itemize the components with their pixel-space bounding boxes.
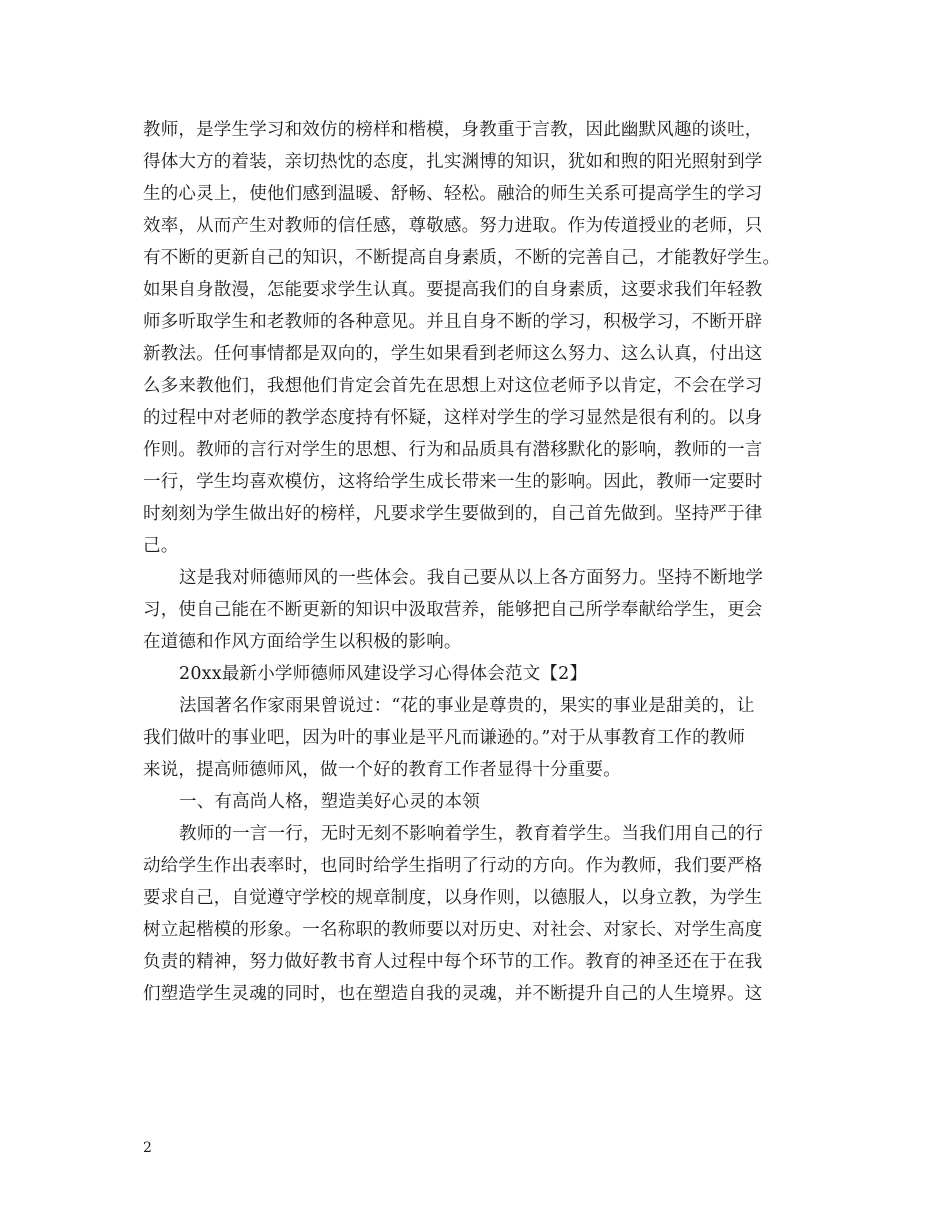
text-line: 们塑造学生灵魂的同时，也在塑造自我的灵魂，并不断提升自己的人生境界。这 (143, 984, 763, 1004)
text-line: 树立起楷模的形象。一名称职的教师要以对历史、对社会、对家长、对学生高度 (143, 920, 763, 940)
text-line: 新教法。任何事情都是双向的，学生如果看到老师这么努力、这么认真，付出这 (143, 344, 763, 364)
text-line: 己。 (143, 536, 179, 556)
text-line: 习，使自己能在不断更新的知识中汲取营养，能够把自己所学奉献给学生，更会 (143, 600, 763, 620)
text-line: 得体大方的着装，亲切热忱的态度，扎实渊博的知识，犹如和煦的阳光照射到学 (143, 152, 763, 172)
text-line: 20xx最新小学师德师风建设学习心得体会范文【2】 (179, 664, 588, 684)
text-line: 教师的一言一行，无时无刻不影响着学生，教育着学生。当我们用自己的行 (179, 824, 764, 844)
body-text (143, 114, 813, 1010)
text-line: 我们做叶的事业吧，因为叶的事业是平凡而谦逊的。”对于从事教育工作的教师 (143, 728, 746, 748)
text-line: 教师，是学生学习和效仿的榜样和楷模，身教重于言教，因此幽默风趣的谈吐， (143, 120, 763, 140)
text-line: 有不断的更新自己的知识，不断提高自身素质，不断的完善自己，才能教好学生。 (143, 248, 781, 268)
text-line: 作则。教师的言行对学生的思想、行为和品质具有潜移默化的影响，教师的一言 (143, 440, 763, 460)
text-line: 如果自身散漫，怎能要求学生认真。要提高我们的自身素质，这要求我们年轻教 (143, 280, 763, 300)
text-line: 来说，提高师德师风，做一个好的教育工作者显得十分重要。 (143, 760, 621, 780)
text-line: 么多来教他们，我想他们肯定会首先在思想上对这位老师予以肯定，不会在学习 (143, 376, 763, 396)
page-number: 2 (143, 1140, 152, 1156)
text-line: 时刻刻为学生做出好的榜样，凡要求学生要做到的，自己首先做到。坚持严于律 (143, 504, 763, 524)
text-line: 在道德和作风方面给学生以积极的影响。 (143, 632, 462, 652)
text-line: 法国著名作家雨果曾说过：“花的事业是尊贵的，果实的事业是甜美的，让 (179, 696, 755, 716)
text-line: 一行，学生均喜欢模仿，这将给学生成长带来一生的影响。因此，教师一定要时 (143, 472, 763, 492)
text-line: 负责的精神，努力做好教书育人过程中每个环节的工作。教育的神圣还在于在我 (143, 952, 763, 972)
text-line: 动给学生作出表率时，也同时给学生指明了行动的方向。作为教师，我们要严格 (143, 856, 763, 876)
text-line: 效率，从而产生对教师的信任感，尊敬感。努力进取。作为传道授业的老师，只 (143, 216, 763, 236)
text-line: 师多听取学生和老教师的各种意见。并且自身不断的学习，积极学习，不断开辟 (143, 312, 763, 332)
text-line: 这是我对师德师风的一些体会。我自己要从以上各方面努力。坚持不断地学 (179, 568, 764, 588)
text-line: 的过程中对老师的教学态度持有怀疑，这样对学生的学习显然是很有利的。以身 (143, 408, 763, 428)
text-line: 要求自己，自觉遵守学校的规章制度，以身作则，以德服人，以身立教，为学生 (143, 888, 763, 908)
text-line: 一、有高尚人格，塑造美好心灵的本领 (179, 792, 480, 812)
text-line: 生的心灵上，使他们感到温暖、舒畅、轻松。融洽的师生关系可提高学生的学习 (143, 184, 763, 204)
